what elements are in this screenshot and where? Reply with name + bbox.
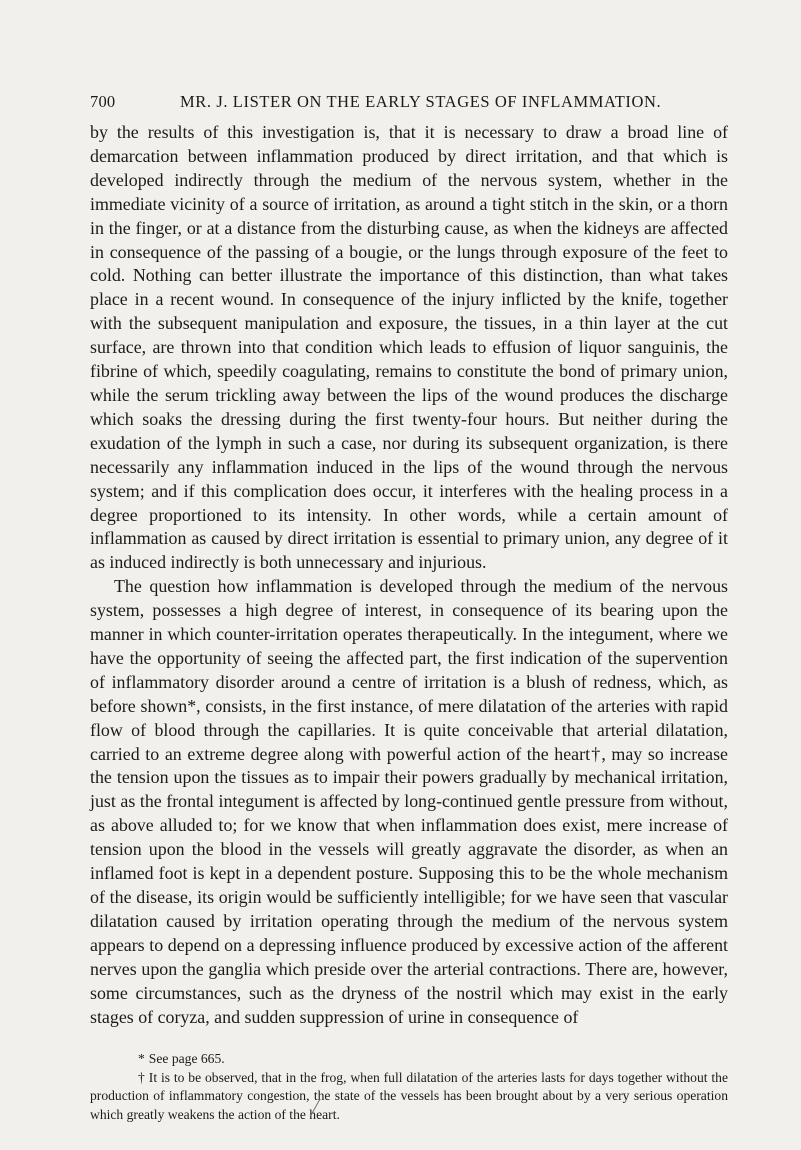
footnote: [90, 1069, 728, 1125]
paragraph-continued: by the results of this investigation is, that it is necessary to draw a broad line of demarcation between inflammation produced by direct irritation, and that which is developed indirectly through the medium of the nervous system, whether in the immediate vicinity of a source of irritation, as around a tight stitch in the skin, or a thorn in the finger, or at a distance from the disturbing cause, as when the kidneys are affected in consequence of the passing of a bougie, or the lungs through exposure of the feet to cold. Nothing can better illustrate the importance of this distinction, than what takes place in a recent wound. In consequence of the injury inflicted by the knife, together with the subsequent manipulation and exposure, the tissues, in a thin layer at the cut surface, are thrown into that condition which leads to effusion of liquor sanguinis, the fibrine of which, speedily coagulating, remains to constitute the bond of primary union, while the serum trickling away between the lips of the wound produces the discharge which soaks the dressing during the first twenty-four hours. But neither during the exudation of the lymph in such a case, nor during its subsequent organization, is there necessarily any inflammation induced in the lips of the wound through the nervous system; and if this complication does occur, it interferes with the healing process in a degree proportioned to its intensity. In other words, while a certain amount of inflammation as caused by direct irritation is essential to primary union, any degree of it as induced indirectly is both unnecessary and injurious.: [90, 122, 728, 573]
footnote-text: See page 665.: [148, 1051, 225, 1066]
footnote-mark: †: [138, 1069, 145, 1085]
footnotes: [90, 1050, 728, 1124]
footnote-mark: *: [138, 1051, 145, 1066]
running-head: [90, 92, 728, 114]
running-title: MR. J. LISTER ON THE EARLY STAGES OF INFLAMMATION.: [180, 92, 662, 111]
stray-pen-mark: [308, 1098, 322, 1118]
body-text: [90, 121, 728, 1029]
paragraph: The question how inflammation is developed through the medium of the nervous system, possesses a high degree of interest, in consequence of its bearing upon the manner in which counter-irritation operates therapeutically. In the integument, where we have the opportunity of seeing the affected part, the first indication of the supervention of inflammatory disorder around a centre of irritation is a blush of redness, which, as before shown*, consists, in the first instance, of mere dilatation of the arteries with rapid flow of blood through the capillaries. It is quite conceivable that arterial dilatation, carried to an extreme degree along with powerful action of the heart†, may so increase the tension upon the tissues as to impair their powers gradually by mechanical irritation, just as the frontal integument is affected by long-continued gentle pressure from without, as above alluded to; for we know that when inflammation does exist, mere increase of tension upon the blood in the vessels will greatly aggravate the disorder, as when an inflamed foot is kept in a dependent posture. Supposing this to be the whole mechanism of the disease, its origin would be sufficiently intelligible; for we have seen that vascular dilatation caused by irritation operating through the medium of the nervous system appears to depend on a depressing influence produced by excessive action of the afferent nerves upon the ganglia which preside over the arterial contractions. There are, however, some circumstances, such as the dryness of the nostril which may exist in the early stages of coryza, and sudden suppression of urine in consequence of: [90, 576, 728, 1027]
footnote-text: It is to be observed, that in the frog, when full dilatation of the arteries lasts for days together without the production of inflammatory congestion, the state of the vessels has been brought about by a very serious operation which greatly weakens the action of the heart.: [90, 1069, 728, 1122]
page-number: 700: [90, 92, 116, 111]
footnote: [90, 1050, 728, 1069]
